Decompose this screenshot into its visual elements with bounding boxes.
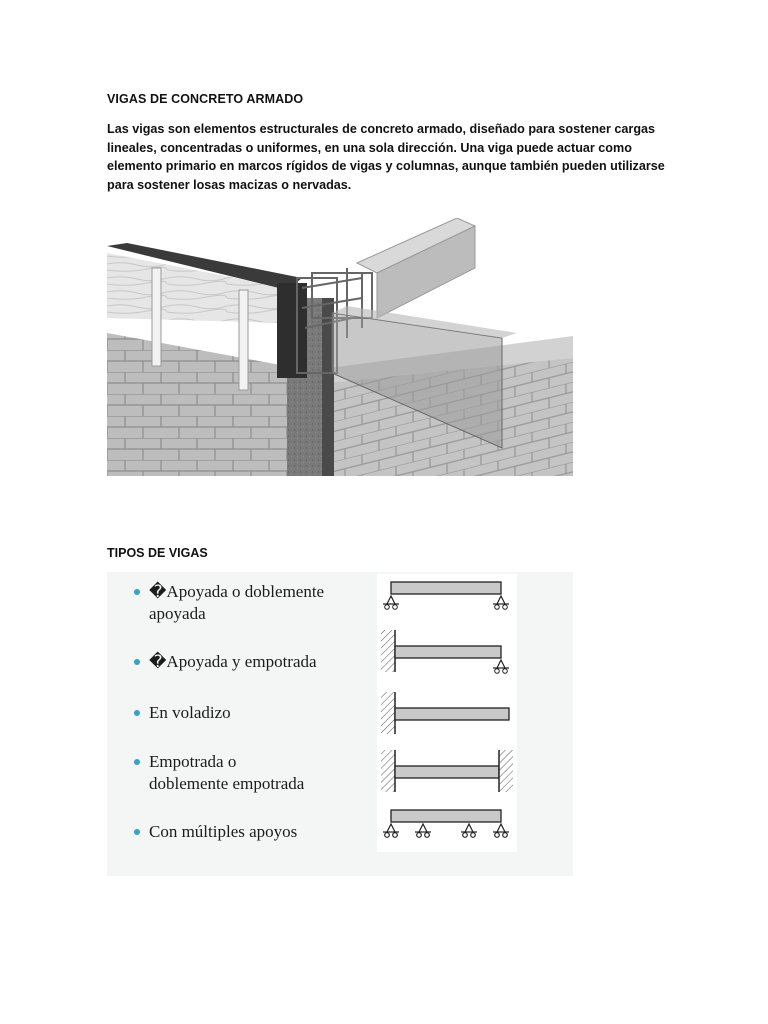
beam-illustration: [107, 218, 573, 476]
beam-type-label: �Apoyada o doblemente: [149, 582, 325, 601]
bullet-icon: [134, 589, 140, 595]
bullet-icon: [134, 710, 140, 716]
beam-type-label: doblemente empotrada: [149, 774, 305, 793]
paragraph-line: Las vigas son elementos estructurales de concreto armado, diseñado para sostener cargas: [107, 122, 656, 136]
intro-paragraph: [107, 120, 667, 194]
paragraph-line: elemento primario en marcos rígidos de vigas y columnas, aunque también pueden utilizarse: [107, 159, 665, 173]
bullet-icon: [134, 659, 140, 665]
bullet-icon: [134, 829, 140, 835]
beam-type-label: Con múltiples apoyos: [149, 822, 298, 841]
beam-diagrams: [377, 574, 517, 852]
paragraph-line: para sostener losas macizas o nervadas.: [107, 177, 352, 192]
paragraph-line: lineales, concentradas o uniformes, en una sola dirección. Una viga puede actuar como: [107, 140, 632, 155]
beam-type-label: En voladizo: [149, 703, 231, 722]
beam-type-label: Empotrada o: [149, 752, 237, 771]
bullet-icon: [134, 759, 140, 765]
beam-type-label: apoyada: [149, 604, 206, 623]
types-heading: TIPOS DE VIGAS: [107, 546, 208, 560]
page-title: VIGAS DE CONCRETO ARMADO: [107, 92, 304, 106]
beam-type-label: �Apoyada y empotrada: [149, 652, 317, 671]
beam-types-panel: [107, 572, 573, 876]
